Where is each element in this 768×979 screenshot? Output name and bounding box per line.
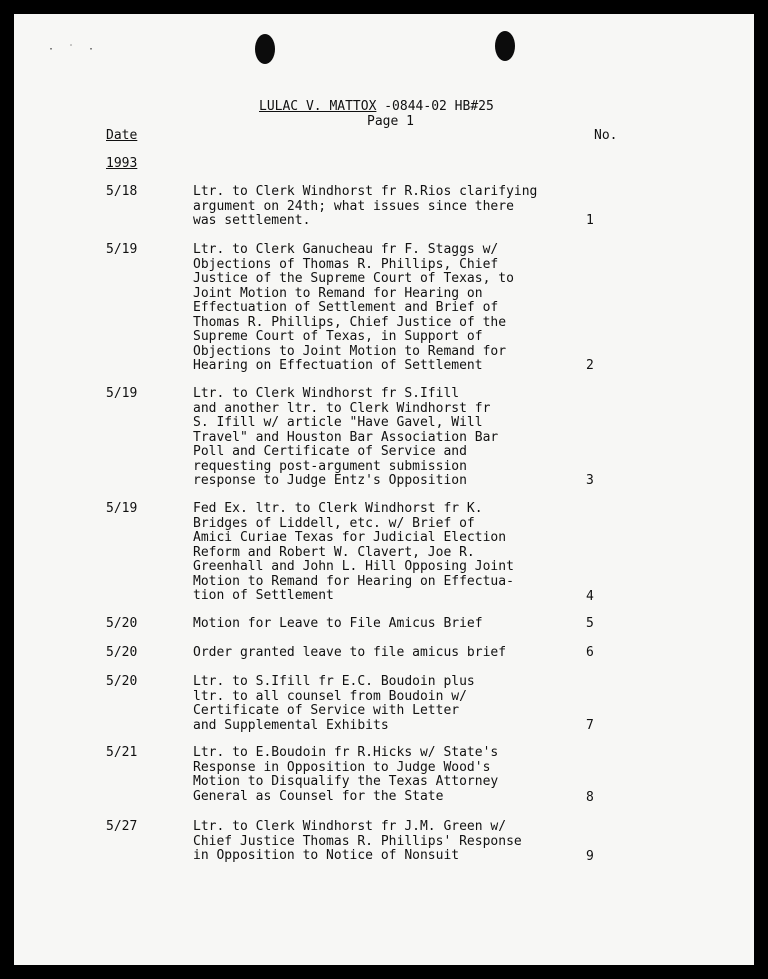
entry-date: 5/19	[106, 242, 138, 257]
entry-description: Ltr. to Clerk Ganucheau fr F. Staggs w/ Objections of Thomas R. Phillips, Chief Justice of the Supreme Court of Texas, to Joint Motion to Remand for Hearing on Effectuation of Settlement and Brief of Thomas R. Phillips, Chief Justice of the Supreme Court of Texas, in Support of Objections to Joint Motion to Remand for Hearing on Effectuation of Settlement	[193, 242, 514, 373]
entry-description: Ltr. to Clerk Windhorst fr S.Ifill and another ltr. to Clerk Windhorst fr S. Ifill w/ article "Have Gavel, Will Travel" and Houston Bar Association Bar Poll and Certificate of Service and requesting post-argument submission response to Judge Entz's Opposition	[193, 386, 499, 488]
entry-description: Order granted leave to file amicus brief	[193, 645, 507, 660]
entry-date: 5/19	[106, 386, 138, 401]
entry-number: 6	[586, 645, 594, 660]
scan-specks: ·˙·	[48, 44, 109, 55]
number-column-header: No.	[594, 128, 618, 143]
entry-description: Fed Ex. ltr. to Clerk Windhorst fr K. Bridges of Liddell, etc. w/ Brief of Amici Curiae Texas for Judicial Election Reform and Robert W. Clavert, Joe R. Greenhall and John L. Hill Opposing Joint Motion to Remand for Hearing on Effectua- tion of Settlement	[193, 501, 514, 603]
entry-number: 4	[586, 589, 594, 604]
entry-date: 5/21	[106, 745, 138, 760]
entry-date: 5/19	[106, 501, 138, 516]
entry-description: Ltr. to Clerk Windhorst fr R.Rios clarifying argument on 24th; what issues since there was settlement.	[193, 184, 538, 228]
year-heading: 1993	[106, 156, 138, 171]
case-title: LULAC V. MATTOX	[259, 99, 377, 114]
entry-date: 5/18	[106, 184, 138, 199]
punch-hole-left	[255, 34, 275, 64]
entry-number: 2	[586, 358, 594, 373]
entry-date: 5/27	[106, 819, 138, 834]
entry-description: Ltr. to S.Ifill fr E.C. Boudoin plus ltr. to all counsel from Boudoin w/ Certificate of Service with Letter and Supplemental Exhibits	[193, 674, 475, 733]
entry-description: Ltr. to E.Boudoin fr R.Hicks w/ State's Response in Opposition to Judge Wood's Motion to Disqualify the Texas Attorney General as Counsel for the State	[193, 745, 499, 804]
document-page	[14, 14, 754, 965]
entry-number: 8	[586, 790, 594, 805]
entry-number: 7	[586, 718, 594, 733]
case-title-line	[259, 99, 494, 114]
entry-number: 3	[586, 473, 594, 488]
date-column-header: Date	[106, 128, 138, 143]
entry-number: 5	[586, 616, 594, 631]
entry-date: 5/20	[106, 616, 138, 631]
entry-number: 1	[586, 213, 594, 228]
entry-date: 5/20	[106, 645, 138, 660]
case-number: -0844-02 HB#25	[384, 99, 494, 114]
entry-number: 9	[586, 849, 594, 864]
entry-description: Ltr. to Clerk Windhorst fr J.M. Green w/ Chief Justice Thomas R. Phillips' Response in Opposition to Notice of Nonsuit	[193, 819, 522, 863]
punch-hole-right	[495, 31, 515, 61]
page-number: Page 1	[367, 114, 414, 129]
entry-description: Motion for Leave to File Amicus Brief	[193, 616, 483, 631]
entry-date: 5/20	[106, 674, 138, 689]
